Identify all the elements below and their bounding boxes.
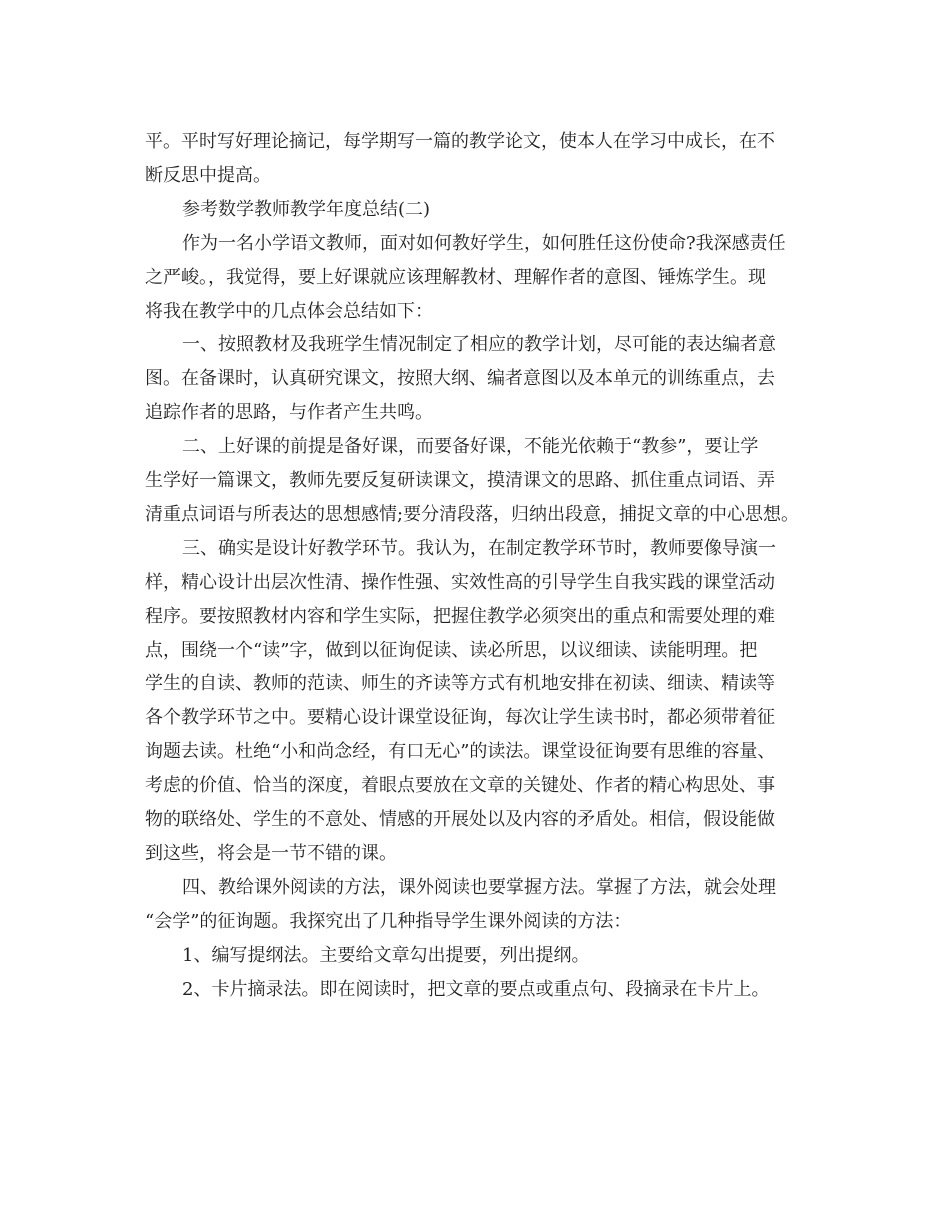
text-line: 追踪作者的思路，与作者产生共鸣。 [145,402,433,423]
text-line: 程序。要按照教材内容和学生实际，把握住教学必须突出的重点和需要处理的难 [145,606,775,627]
text-line: 考虑的价值、恰当的深度，着眼点要放在文章的关键处、作者的精心构思处、事 [145,775,775,796]
text-line: 参考数学教师教学年度总结(二) [182,199,431,220]
text-line: 二、上好课的前提是备好课，而要备好课，不能光依赖于“教参”，要让学 [182,436,759,457]
text-line: 平。平时写好理论摘记，每学期写一篇的教学论文，使本人在学习中成长，在不 [145,131,775,152]
text-line: 样，精心设计出层次性清、操作性强、实效性高的引导学生自我实践的课堂活动 [145,572,775,593]
text-line: 生学好一篇课文，教师先要反复研读课文，摸清课文的思路、抓住重点词语、弄 [145,470,775,491]
text-line: 将我在教学中的几点体会总结如下： [145,301,433,322]
text-line: 物的联络处、学生的不意处、情感的开展处以及内容的矛盾处。相信，假设能做 [145,809,775,830]
text-line: 各个教学环节之中。要精心设计课堂设征询，每次让学生读书时，都必须带着征 [145,707,775,728]
text-line: 点，围绕一个“读”字，做到以征询促读、读必所思，以议细读、读能明理。把 [145,640,758,661]
text-line: 到这些，将会是一节不错的课。 [145,843,397,864]
text-line: 询题去读。杜绝“小和尚念经，有口无心”的读法。课堂设征询要有思维的容量、 [145,741,776,762]
text-line: 1、编写提纲法。主要给文章勾出提要，列出提纲。 [182,945,590,966]
text-line: 断反思中提高。 [145,165,271,186]
text-line: 图。在备课时，认真研究课文，按照大纲、编者意图以及本单元的训练重点，去 [145,368,775,389]
text-line: 三、确实是设计好教学环节。我认为，在制定教学环节时，教师要像导演一 [182,538,776,559]
text-line: 作为一名小学语文教师，面对如何教好学生，如何胜任这份使命?我深感责任 [182,233,786,254]
text-line: 2、卡片摘录法。即在阅读时，把文章的要点或重点句、段摘录在卡片上。 [182,979,770,1000]
text-line: 一、按照教材及我班学生情况制定了相应的教学计划，尽可能的表达编者意 [182,334,776,355]
text-line: 四、教给课外阅读的方法，课外阅读也要掌握方法。掌握了方法，就会处理 [182,877,776,898]
text-line: 清重点词语与所表达的思想感情;要分清段落，归纳出段意，捕捉文章的中心思想。 [145,504,800,525]
text-line: 学生的自读、教师的范读、师生的齐读等方式有机地安排在初读、细读、精读等 [145,673,775,694]
text-line: 之严峻。，我觉得，要上好课就应该理解教材、理解作者的意图、锤炼学生。现 [145,267,766,288]
text-line: “会学”的征询题。我探究出了几种指导学生课外阅读的方法： [145,911,632,932]
